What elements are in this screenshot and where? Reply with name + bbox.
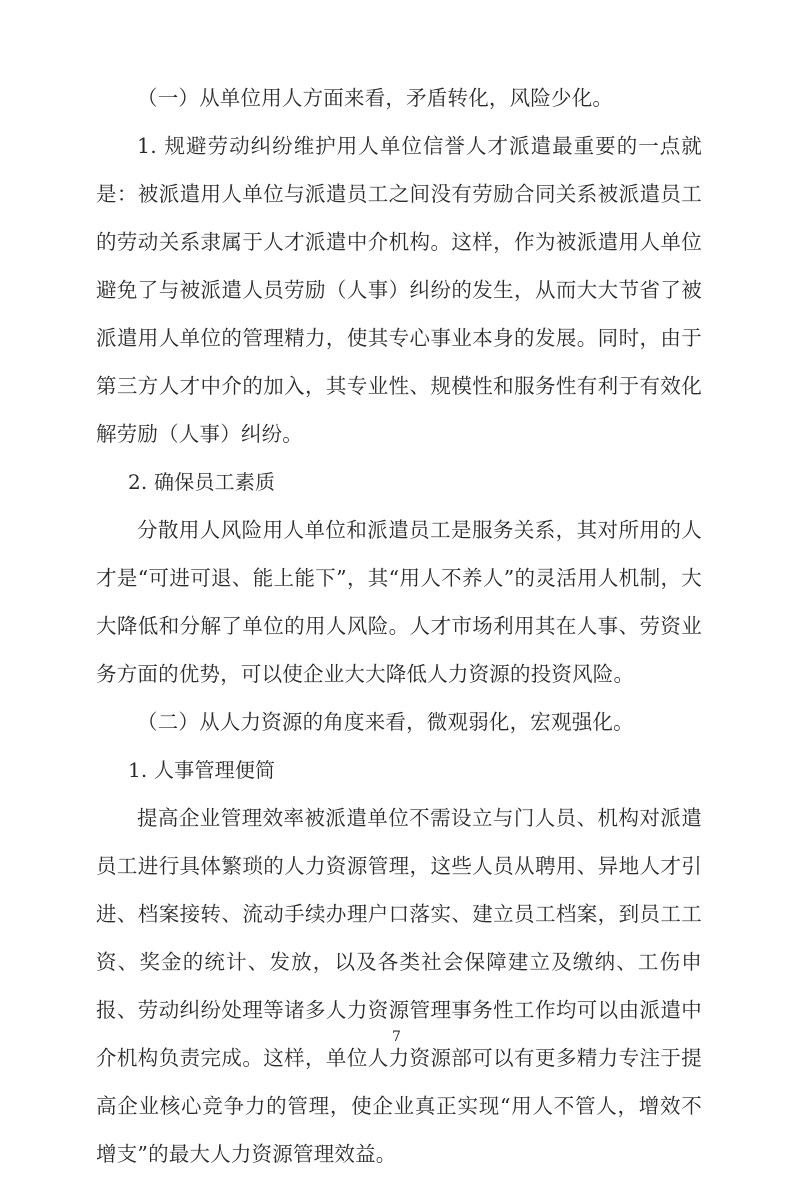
body-paragraph-three: 提高企业管理效率被派遣单位不需设立与门人员、机构对派遣员工进行具体繁琐的人力资源管理，这些人员从聘用、异地人才引进、档案接转、流动手续办理户口落实、建立员工档案，到员工工资、奖金的统计、发放，以及各类社会保障建立及缴纳、工伤申报、劳动纠纷处理等诸多人力资源管理事务性工作均可以由派遣中介机构负责完成。这样，单位人力资源部可以有更多精力专注于提高企业核心竞争力的管理，使企业真正实现“用人不管人，增效不增支”的最大人力资源管理效益。 xyxy=(96,806,702,1166)
section-heading-two: （二）从人力资源的角度来看，微观弱化，宏观强化。 xyxy=(137,710,634,734)
page-number: 7 xyxy=(392,1029,401,1045)
body-paragraph-two: 分散用人风险用人单位和派遣员工是服务关系，其对所用的人才是“可进可退、能上能下”，其“用人不养人”的灵活用人机制，大大降低和分解了单位的用人风险。人才市场利用其在人事、劳资业务方面的优势，可以使企业大大降低人力资源的投资风险。 xyxy=(96,518,702,686)
sub-heading-hr-management-simplified: 1. 人事管理便简 xyxy=(128,758,276,782)
section-heading-one: （一）从单位用人方面来看，矛盾转化，风险少化。 xyxy=(137,86,614,110)
sub-heading-ensure-staff-quality: 2. 确保员工素质 xyxy=(128,470,276,494)
document-body xyxy=(96,74,702,1178)
body-paragraph-one: 1. 规避劳动纠纷维护用人单位信誉人才派遣最重要的一点就是：被派遣用人单位与派遣员工之间没有劳励合同关系被派遣员工的劳动关系隶属于人才派遣中介机构。这样，作为被派遣用人单位避免了与被派遣人员劳励（人事）纠纷的发生，从而大大节省了被派遣用人单位的管理精力，使其专心事业本身的发展。同时，由于第三方人才中介的加入，其专业性、规模性和服务性有利于有效化解劳励（人事）纠纷。 xyxy=(96,134,702,446)
